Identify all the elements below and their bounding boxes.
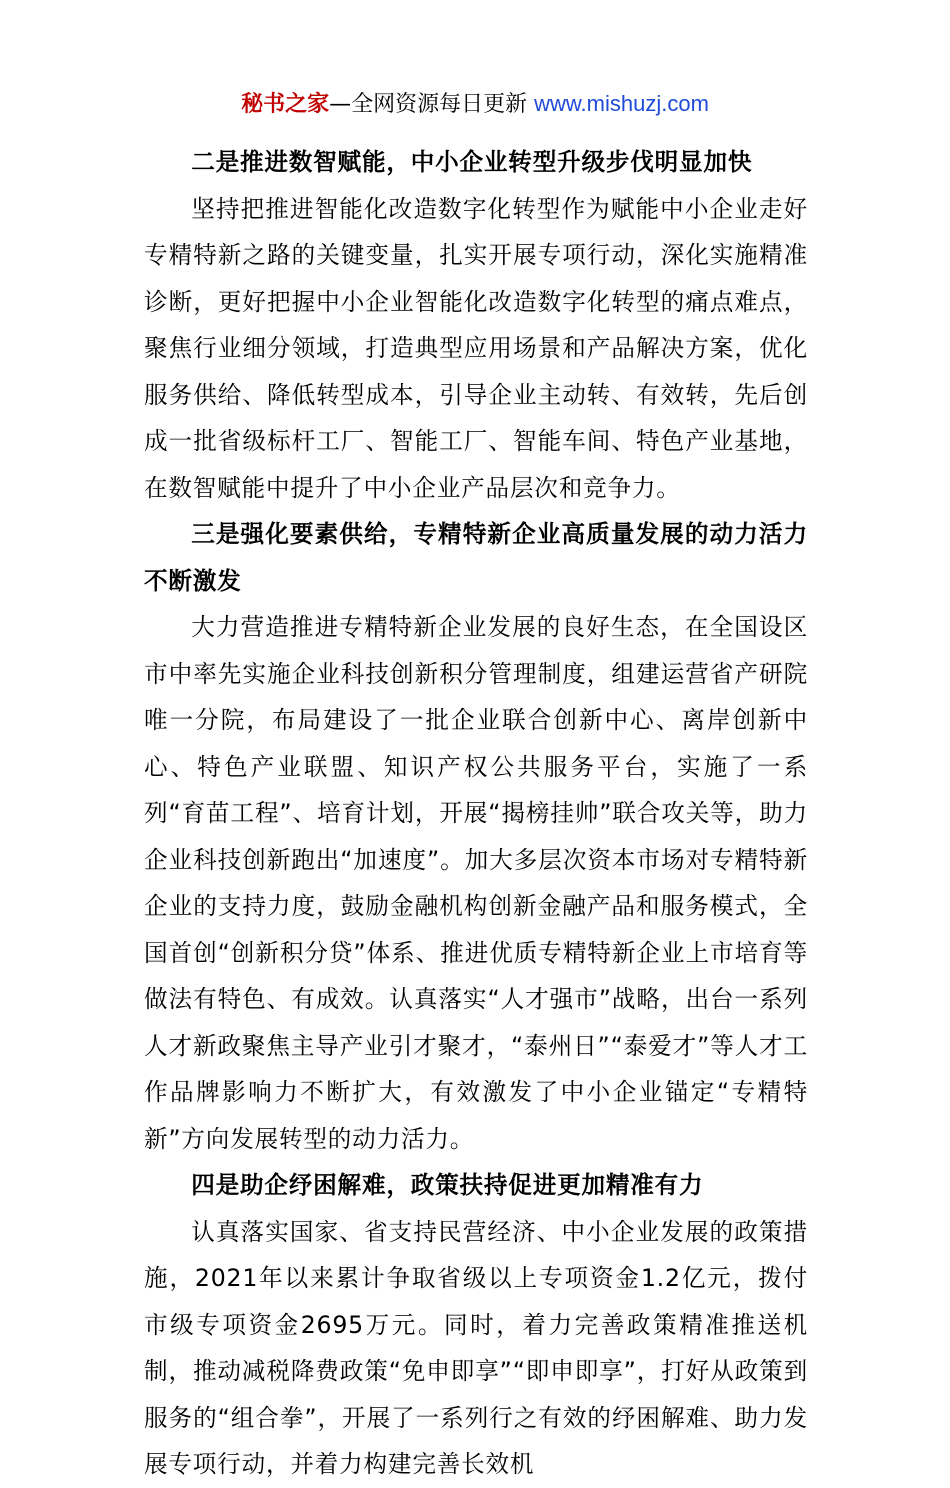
header-slogan: —全网资源每日更新 <box>329 92 535 117</box>
site-url-link[interactable]: www.mishuzj.com <box>534 91 709 116</box>
section-body-2: 坚持把推进智能化改造数字化转型作为赋能中小企业走好专精特新之路的关键变量，扎实开展专项行动，深化实施精准诊断，更好把握中小企业智能化改造数字化转型的痛点难点，聚焦行业细分领域，打造典型应用场景和产品解决方案，优化服务供给、降低转型成本，引导企业主动转、有效转，先后创成一批省级标杆工厂、智能工厂、智能车间、特色产业基地，在数智赋能中提升了中小企业产品层次和竞争力。 <box>144 194 808 502</box>
site-header <box>0 86 950 123</box>
section-body-3: 大力营造推进专精特新企业发展的良好生态，在全国设区市中率先实施企业科技创新积分管理制度，组建运营省产研院唯一分院，布局建设了一批企业联合创新中心、离岸创新中心、特色产业联盟、知识产权公共服务平台，实施了一系列“育苗工程”、培育计划，开展“揭榜挂帅”联合攻关等，助力企业科技创新跑出“加速度”。加大多层次资本市场对专精特新企业的支持力度，鼓励金融机构创新金融产品和服务模式，全国首创“创新积分贷”体系、推进优质专精特新企业上市培育等做法有特色、有成效。认真落实“人才强市”战略，出台一系列人才新政聚焦主导产业引才聚才，“泰州日”“泰爱才”等人才工作品牌影响力不断扩大，有效激发了中小企业锚定“专精特新”方向发展转型的动力活力。 <box>144 613 808 1153</box>
section-heading-2: 二是推进数智赋能，中小企业转型升级步伐明显加快 <box>191 148 753 176</box>
brand-name: 秘书之家 <box>241 92 330 117</box>
document-body <box>144 139 808 1488</box>
section-body-4: 认真落实国家、省支持民营经济、中小企业发展的政策措施，2021年以来累计争取省级以上专项资金1.2亿元，拨付市级专项资金2695万元。同时，着力完善政策精准推送机制，推动减税降费政策“免申即享”“即申即享”，打好从政策到服务的“组合拳”，开展了一系列行之有效的纾困解难、助力发展专项行动，并着力构建完善长效机 <box>144 1217 808 1478</box>
section-heading-3: 三是强化要素供给，专精特新企业高质量发展的动力活力不断激发 <box>144 520 808 595</box>
section-heading-4: 四是助企纾困解难，政策扶持促进更加精准有力 <box>191 1171 704 1199</box>
